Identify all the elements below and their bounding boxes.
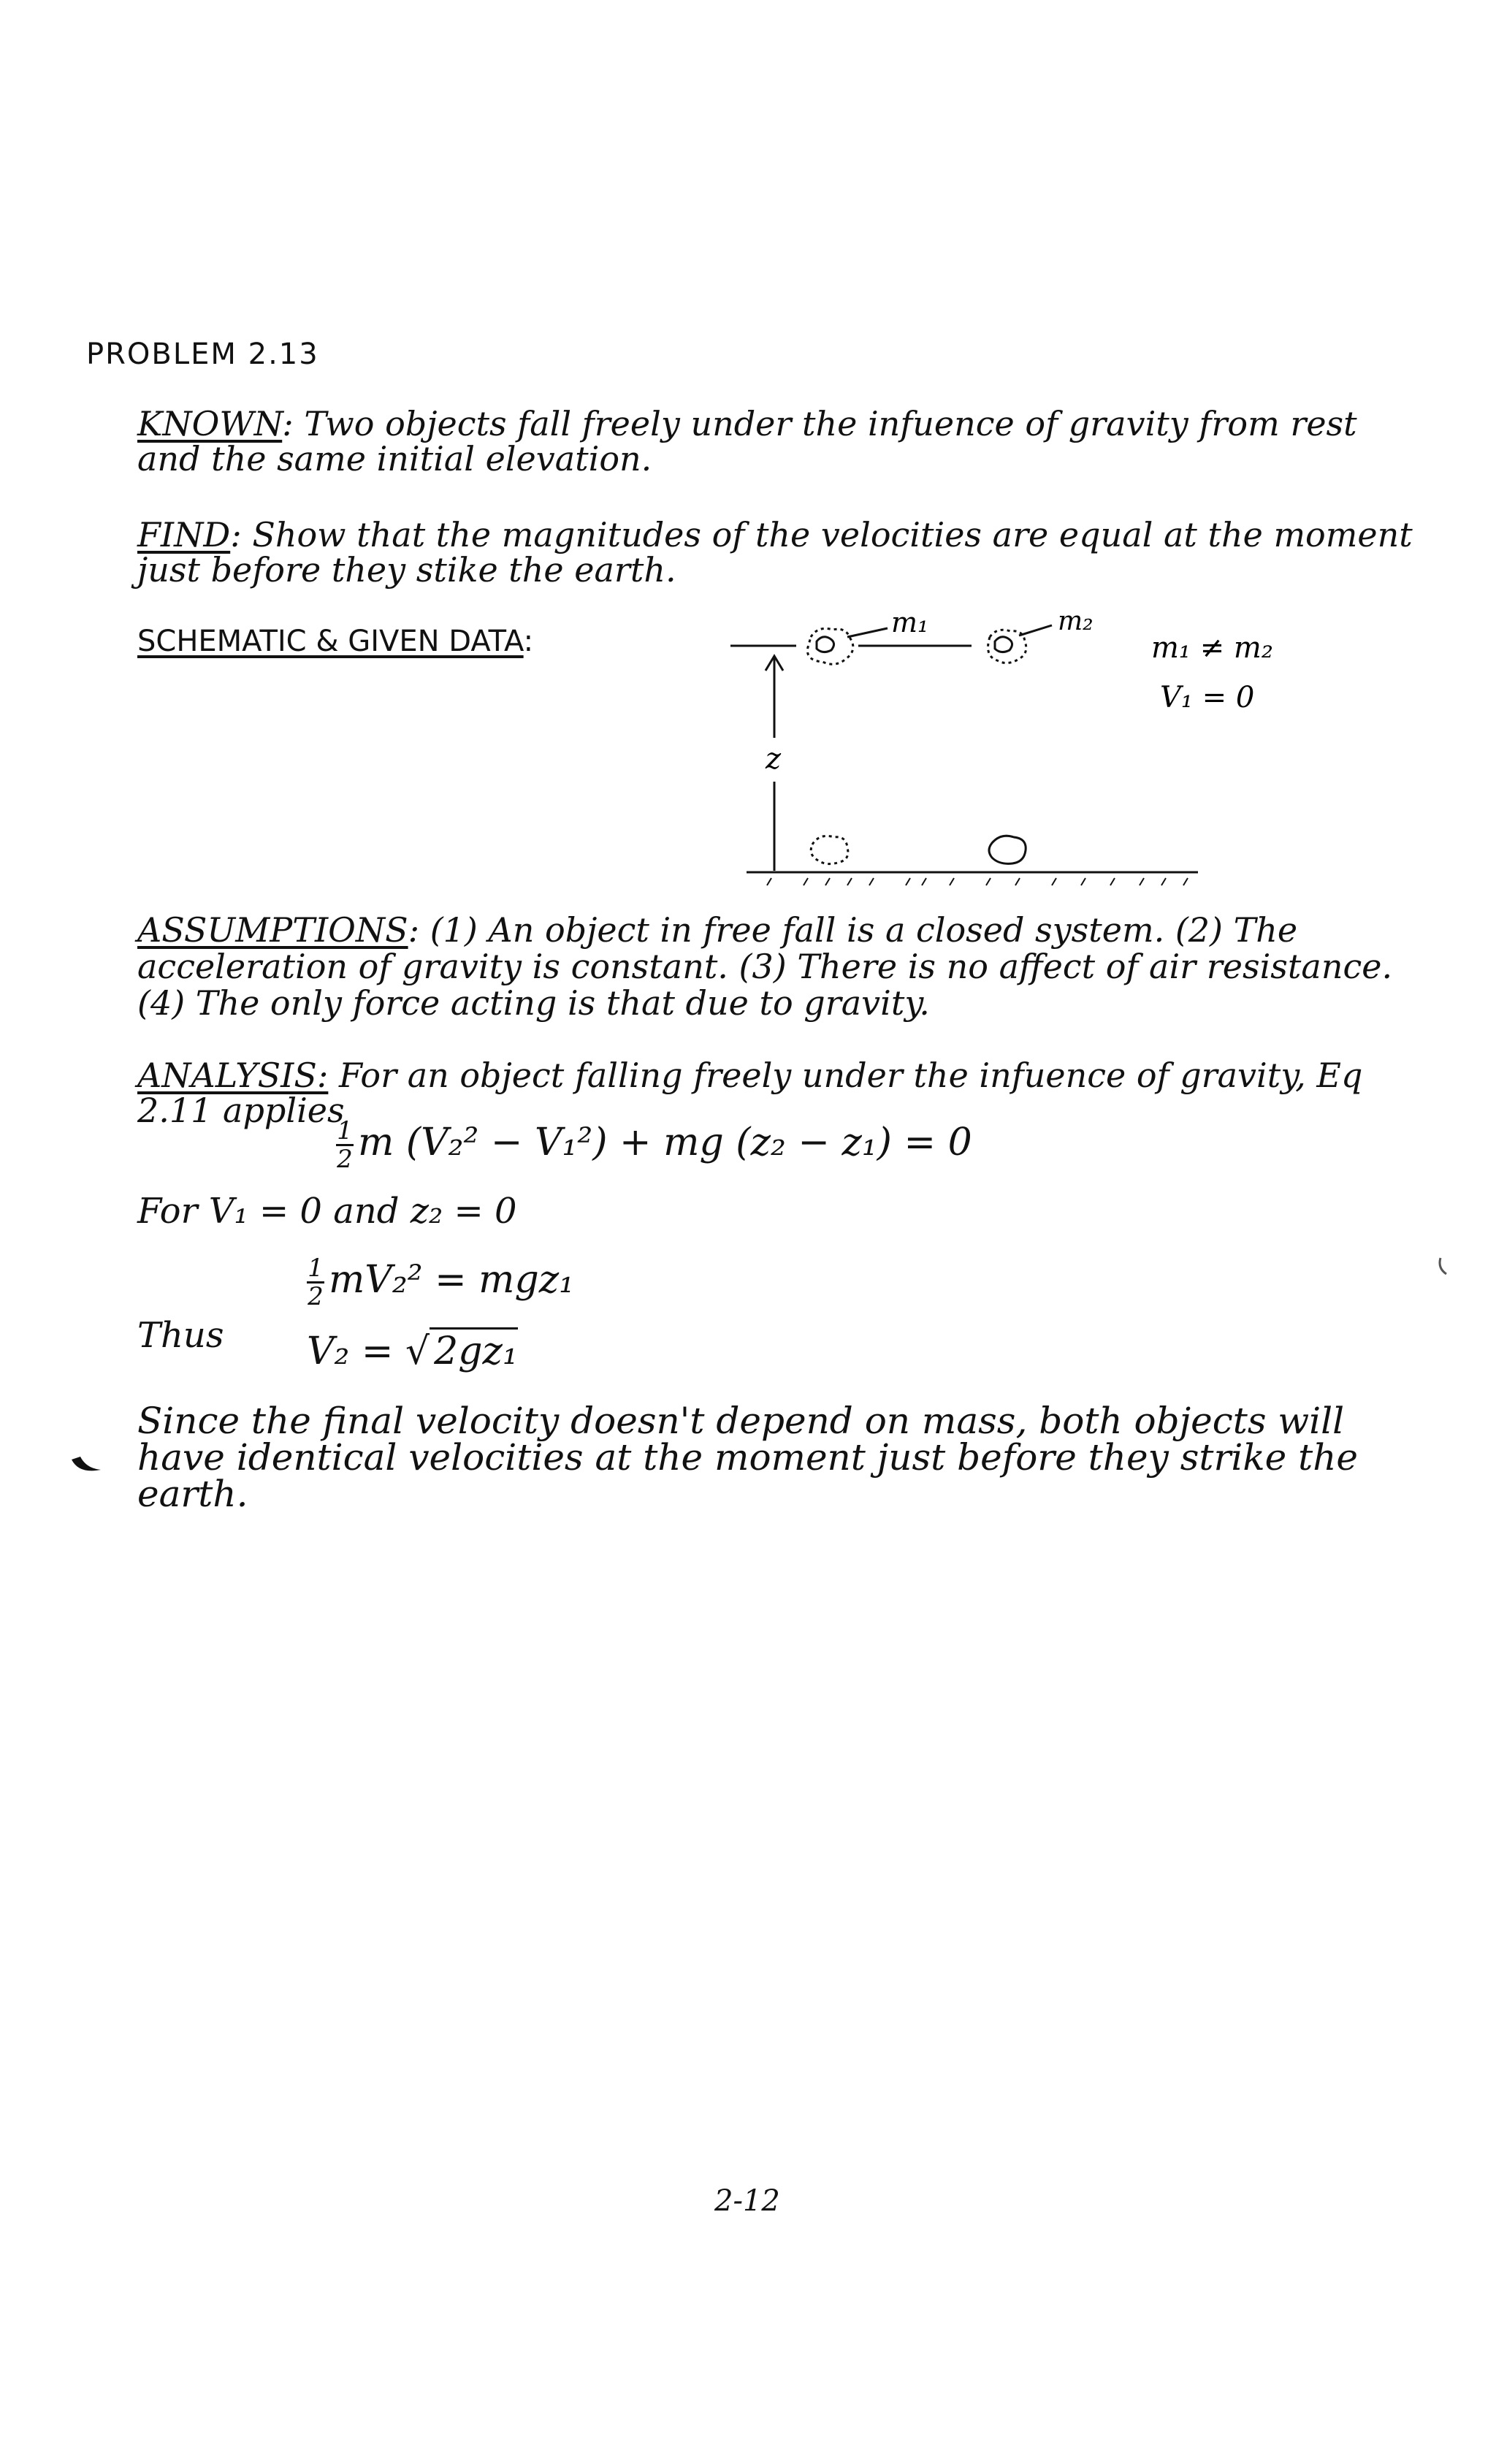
half-denominator: 2 xyxy=(337,1145,353,1174)
assumptions-text: : (1) An object in free fall is a closed system. (2) The acceleration of gravity is constant. (3) There is no affect of air resistance. (4) The only force acting is that due to gravity. xyxy=(137,910,1393,1023)
known-text: : Two objects fall freely under the infuence of gravity from rest and the same initial elevation. xyxy=(137,404,1357,478)
schematic-label: SCHEMATIC & GIVEN DATA xyxy=(137,625,524,658)
m1-label: m₁ xyxy=(891,606,929,638)
equation-result-radical: 2gz₁ xyxy=(430,1327,518,1373)
known-section xyxy=(137,406,1423,476)
find-section xyxy=(137,515,1423,590)
page-number: 2-12 xyxy=(714,2184,780,2218)
m2-leader xyxy=(1019,625,1052,636)
schematic-diagram xyxy=(730,599,1273,891)
binder-hole-mark-left xyxy=(70,1454,114,1483)
half-denominator-2: 2 xyxy=(308,1282,324,1311)
assumptions-label: ASSUMPTIONS xyxy=(137,910,408,950)
conclusion-text: Since the final velocity doesn't depend on mass, both objects will have identical velocities at the moment just before they strike the earth. xyxy=(137,1400,1359,1515)
half-fraction xyxy=(336,1118,354,1172)
half-numerator: 1 xyxy=(337,1116,353,1145)
binder-hole-mark-right xyxy=(1436,1256,1451,1286)
sqrt-sign: √ xyxy=(405,1330,430,1373)
equation-result-left: V₂ = xyxy=(307,1330,406,1373)
ground-hatching xyxy=(767,878,1188,885)
object-m2-ground xyxy=(989,836,1026,863)
m2-label: m₂ xyxy=(1058,606,1094,636)
find-text: : Show that the magnitudes of the velocities are equal at the moment just before they stike the earth. xyxy=(137,515,1413,590)
analysis-label: ANALYSIS: xyxy=(137,1056,329,1095)
find-label: FIND xyxy=(137,515,231,554)
object-m1-ground xyxy=(811,836,848,863)
known-label: KNOWN xyxy=(137,404,283,443)
condition-line: For V₁ = 0 and z₂ = 0 xyxy=(137,1191,517,1232)
given-velocity: V₁ = 0 xyxy=(1160,681,1255,714)
analysis-text: For an object falling freely under the infuence of gravity, Eq 2.11 applies xyxy=(137,1056,1363,1130)
given-masses: m₁ ≠ m₂ xyxy=(1151,631,1273,665)
schematic-suffix: : xyxy=(523,625,534,658)
equation-result xyxy=(307,1330,518,1373)
equation-energy-body: m (V₂² − V₁²) + mg (z₂ − z₁) = 0 xyxy=(358,1121,972,1164)
half-fraction-2 xyxy=(307,1255,324,1310)
schematic-heading xyxy=(137,625,533,658)
equation-simplified xyxy=(307,1255,574,1310)
object-m1-top xyxy=(807,628,852,664)
half-numerator-2: 1 xyxy=(308,1254,324,1283)
assumptions-section xyxy=(137,912,1423,1021)
equation-energy xyxy=(336,1118,972,1172)
problem-title: PROBLEM 2.13 xyxy=(86,337,319,371)
m1-leader xyxy=(847,628,888,637)
equation-simplified-body: mV₂² = mgz₁ xyxy=(329,1258,575,1302)
z-label: z xyxy=(766,742,782,776)
thus-label: Thus xyxy=(137,1315,224,1356)
